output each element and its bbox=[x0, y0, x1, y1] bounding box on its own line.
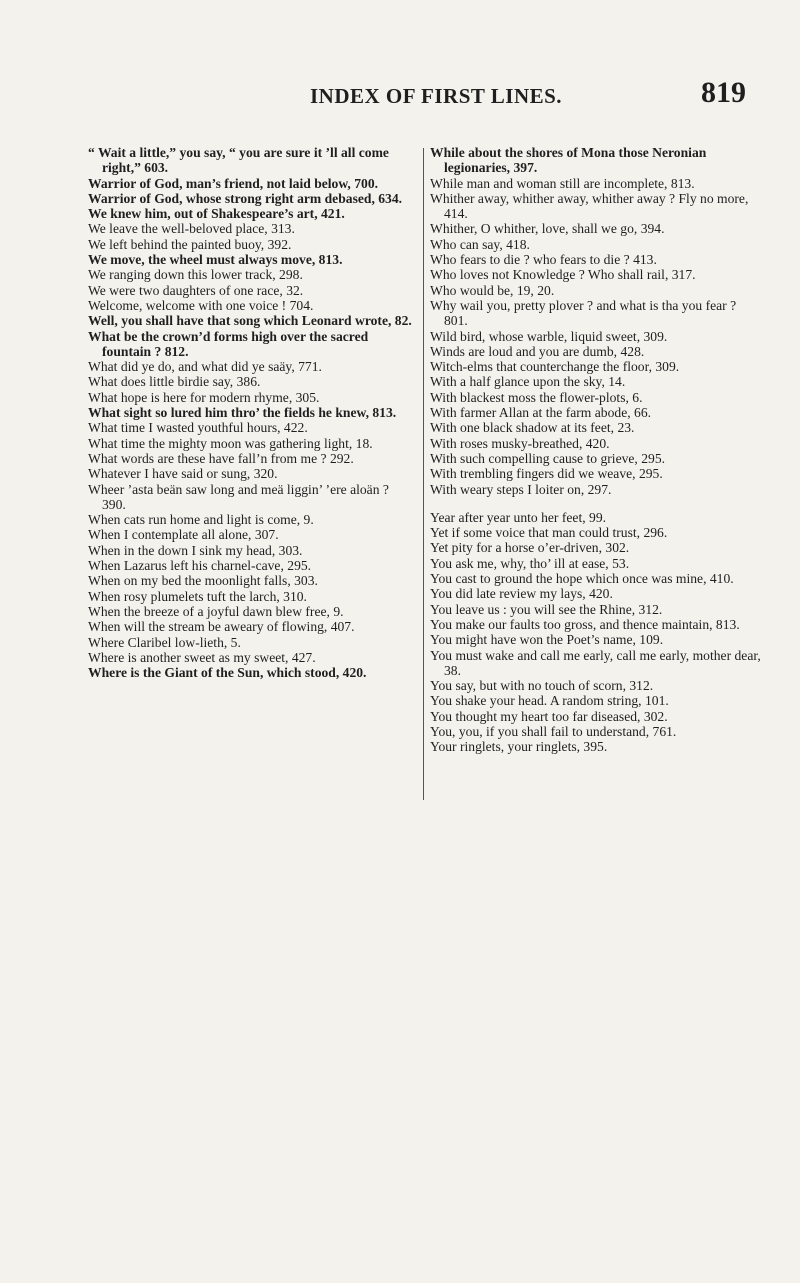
index-entry: With trembling fingers did we weave, 295. bbox=[430, 466, 663, 482]
index-entry: Who can say, 418. bbox=[430, 236, 530, 252]
index-entry: Warrior of God, man’s friend, not laid below, 700. bbox=[88, 175, 379, 191]
index-entry: While about the shores of Mona those Neronian legionaries, 397. bbox=[430, 145, 707, 176]
index-entry: When cats run home and light is come, 9. bbox=[88, 512, 314, 528]
index-entry: With weary steps I loiter on, 297. bbox=[430, 481, 612, 497]
index-entry: Well, you shall have that song which Leonard wrote, 82. bbox=[88, 313, 412, 329]
index-entry: You ask me, why, tho’ ill at ease, 53. bbox=[430, 555, 630, 571]
index-entry: With one black shadow at its feet, 23. bbox=[430, 420, 635, 436]
index-entry: When the breeze of a joyful dawn blew free, 9. bbox=[88, 603, 344, 619]
index-entry: You cast to ground the hope which once was mine, 410. bbox=[430, 571, 734, 587]
index-entry: “ Wait a little,” you say, “ you are sure it ’ll all come right,” 603. bbox=[88, 145, 389, 176]
index-entry: Year after year unto her feet, 99. bbox=[430, 509, 607, 525]
index-entry: You might have won the Poet’s name, 109. bbox=[430, 632, 664, 648]
index-entry: Who fears to die ? who fears to die ? 413. bbox=[430, 252, 657, 268]
index-entry: When rosy plumelets tuft the larch, 310. bbox=[88, 588, 307, 604]
index-entry: Winds are loud and you are dumb, 428. bbox=[430, 343, 645, 359]
index-entry: What did ye do, and what did ye saäy, 771. bbox=[88, 359, 322, 375]
index-entry: Witch-elms that counterchange the floor, 309. bbox=[430, 359, 680, 375]
index-entry: We leave the well-beloved place, 313. bbox=[88, 221, 295, 237]
left-column bbox=[88, 145, 416, 680]
right-column bbox=[430, 145, 762, 755]
index-entry: Where is another sweet as my sweet, 427. bbox=[88, 649, 316, 665]
index-entry: When in the down I sink my head, 303. bbox=[88, 542, 303, 558]
index-entry: We were two daughters of one race, 32. bbox=[88, 282, 304, 298]
index-entry: Yet if some voice that man could trust, 296. bbox=[430, 525, 668, 541]
index-entry: What time I wasted youthful hours, 422. bbox=[88, 420, 308, 436]
index-entry: Where Claribel low-lieth, 5. bbox=[88, 634, 241, 650]
index-entry: Whither away, whither away, whither away ? Fly no more, 414. bbox=[430, 190, 749, 222]
index-entry: Warrior of God, whose strong right arm debased, 634. bbox=[88, 190, 403, 206]
index-entry: Whither, O whither, love, shall we go, 394. bbox=[430, 221, 665, 237]
index-entry: With farmer Allan at the farm abode, 66. bbox=[430, 405, 652, 421]
index-entry: What words are these have fall’n from me ? 292. bbox=[88, 450, 354, 466]
index-entry: When will the stream be aweary of flowing, 407. bbox=[88, 619, 355, 635]
index-entry: What sight so lured him thro’ the fields he knew, 813. bbox=[88, 405, 397, 421]
index-entry: With roses musky-breathed, 420. bbox=[430, 435, 610, 451]
index-entry: What does little birdie say, 386. bbox=[88, 374, 261, 390]
index-entry: With blackest moss the flower-plots, 6. bbox=[430, 389, 643, 405]
index-entry: You must wake and call me early, call me early, mother dear, 38. bbox=[430, 647, 761, 678]
index-entry: We move, the wheel must always move, 813. bbox=[88, 252, 343, 268]
page-number: 819 bbox=[701, 76, 746, 109]
index-entry: You, you, if you shall fail to understand, 761. bbox=[430, 723, 677, 739]
index-entry: You did late review my lays, 420. bbox=[430, 586, 613, 602]
index-entry: You thought my heart too far diseased, 302. bbox=[430, 708, 668, 724]
index-entry: When I contemplate all alone, 307. bbox=[88, 527, 279, 543]
index-entry: You leave us : you will see the Rhine, 312. bbox=[430, 601, 663, 617]
index-entry: What time the mighty moon was gathering light, 18. bbox=[88, 435, 373, 451]
column-divider bbox=[423, 148, 424, 800]
index-entry: What be the crown’d forms high over the sacred fountain ? 812. bbox=[88, 328, 369, 359]
index-entry: When on my bed the moonlight falls, 303. bbox=[88, 573, 318, 589]
index-entry: We ranging down this lower track, 298. bbox=[88, 267, 303, 283]
page-header bbox=[0, 76, 800, 120]
index-entry: Whatever I have said or sung, 320. bbox=[88, 466, 278, 482]
index-entry: You make our faults too gross, and thence maintain, 813. bbox=[430, 616, 740, 632]
index-entry: Wheer ’asta beän saw long and meä liggin’ ’ere aloän ? 390. bbox=[88, 481, 389, 512]
index-entry: We knew him, out of Shakespeare’s art, 421. bbox=[88, 206, 345, 222]
index-entry: Who would be, 19, 20. bbox=[430, 282, 555, 298]
page-title: INDEX OF FIRST LINES. bbox=[310, 84, 563, 108]
index-entry: Your ringlets, your ringlets, 395. bbox=[430, 739, 608, 755]
index-entry: Where is the Giant of the Sun, which stood, 420. bbox=[88, 665, 367, 681]
index-entry: Welcome, welcome with one voice ! 704. bbox=[88, 297, 314, 313]
index-entry: We left behind the painted buoy, 392. bbox=[88, 236, 292, 252]
index-entry: With a half glance upon the sky, 14. bbox=[430, 374, 626, 390]
index-entry: When Lazarus left his charnel-cave, 295. bbox=[88, 558, 312, 574]
index-entry: With such compelling cause to grieve, 295. bbox=[430, 450, 666, 466]
index-entry: You say, but with no touch of scorn, 312. bbox=[430, 678, 654, 694]
index-entry: Who loves not Knowledge ? Who shall rail, 317. bbox=[430, 267, 696, 283]
index-entry: Wild bird, whose warble, liquid sweet, 309. bbox=[430, 328, 668, 344]
index-entry: You shake your head. A random string, 101. bbox=[430, 693, 669, 709]
index-entry: What hope is here for modern rhyme, 305. bbox=[88, 389, 320, 405]
index-entry: Yet pity for a horse o’er-driven, 302. bbox=[430, 540, 630, 556]
index-entry: While man and woman still are incomplete, 813. bbox=[430, 175, 695, 191]
section-gap bbox=[430, 497, 762, 510]
index-entry: Why wail you, pretty plover ? and what is tha you fear ? 801. bbox=[430, 297, 737, 329]
